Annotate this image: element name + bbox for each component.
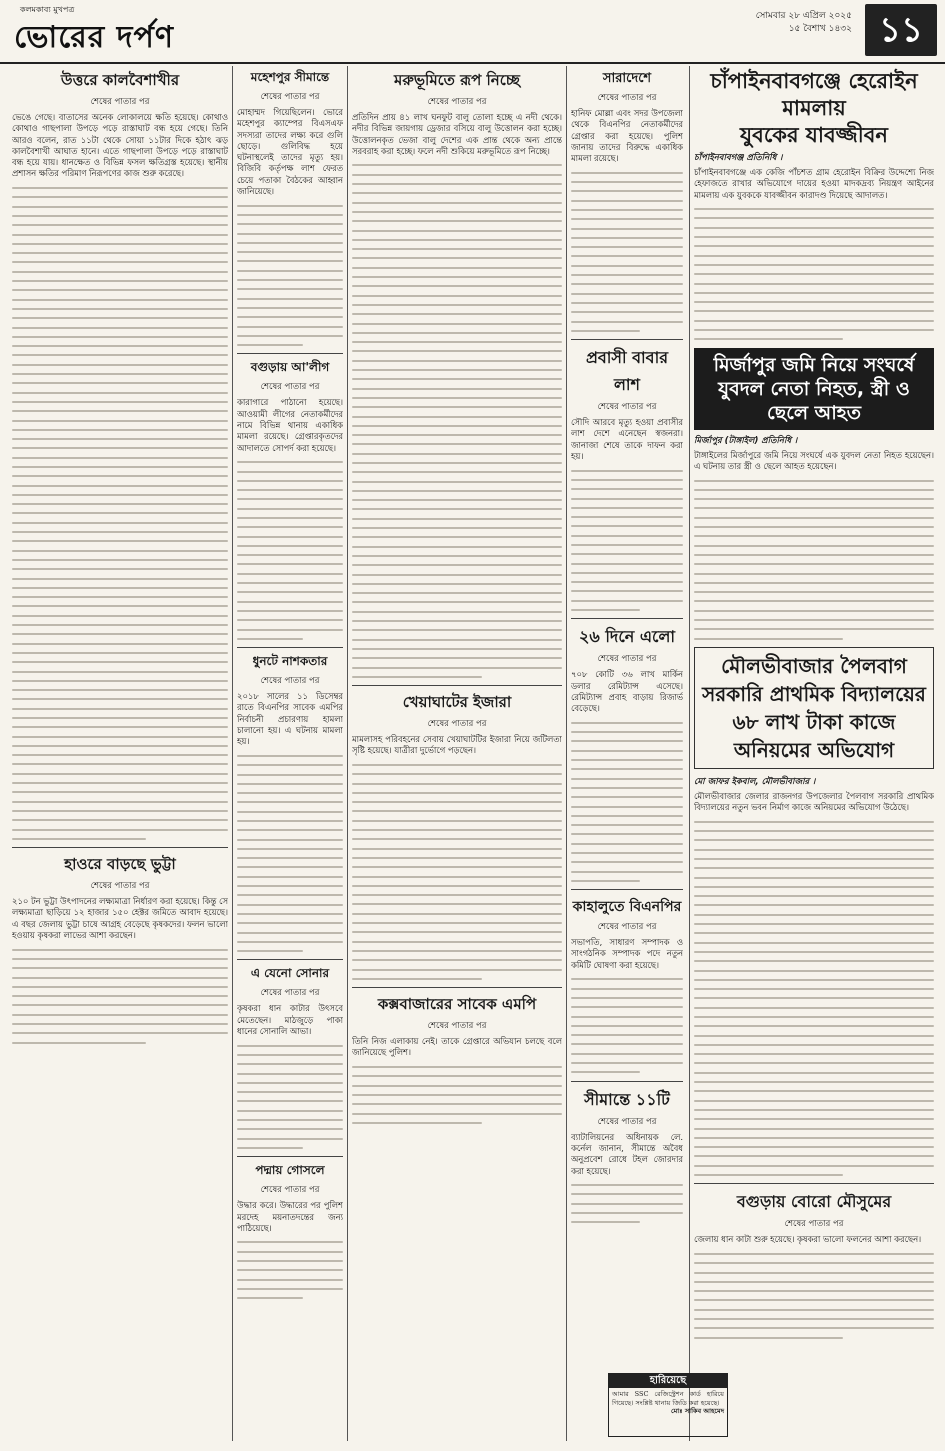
article-body: চাঁপাইনবাবগঞ্জে এক কেজি পাঁচশত গ্রাম হেরোইন বিক্রির উদ্দেশ্যে নিজ হেফাজতে রাখার অভিযোগে দায়ের হওয়া মাদকদ্রব্য নিয়ন্ত্রণ আইনের মামলায় এক যুবককে যাবজ্জীবন কারাদণ্ড দিয়েছে আদালত। bbox=[694, 167, 934, 200]
article-body: মামলাসহ পরিবহনের সেবায় খেয়াঘাটটির ইজারা নিয়ে জটিলতা সৃষ্টি হয়েছে। যাত্রীরা দুর্ভোগে পড়ছেন। bbox=[352, 734, 562, 756]
article-text-block bbox=[12, 949, 228, 1044]
headline: প্রবাসী বাবার লাশ bbox=[585, 348, 669, 395]
continuation-note: শেষের পাতার পর bbox=[260, 92, 320, 102]
article-body: ২০১৮ সালের ১১ ডিসেম্বর রাতে বিএনপির সাবেক এমপির নির্বাচনী প্রচারণায় হামলা চালানো হয়। এ ঘটনায় মামলা হয়। bbox=[237, 691, 343, 747]
lead-headline-line-1: চাঁপাইনবাবগঞ্জে হেরোইন মামলায় bbox=[710, 69, 918, 120]
newspaper-logo: ভোরের দর্পণ bbox=[14, 20, 174, 55]
divider bbox=[694, 1183, 934, 1184]
article-text-block bbox=[352, 164, 562, 677]
divider bbox=[571, 339, 683, 340]
continuation-note: শেষের পাতার পর bbox=[90, 97, 150, 107]
article-body: ব্যাটালিয়নের অধিনায়ক লে. কর্নেল জানান, সীমান্তে অবৈধ অনুপ্রবেশ রোধে টহল জোরদার করা হয়েছে। bbox=[571, 1131, 683, 1176]
article-body: ২১০ টন ভুট্টা উৎপাদনের লক্ষ্যমাত্রা নির্ধারণ করা হয়েছে। কিন্তু সে লক্ষ্যমাত্রা ছাড়িয়ে ১২ হাজার ১৫০ হেক্টর জমিতে আবাদ হয়েছে। এ বছর জেলায় ভুট্টা চাষে আগ্রহ বেড়েছে কৃষকদের। ফলন ভালো হওয়ায় কৃষকরা লাভের আশা করছেন। bbox=[12, 896, 228, 941]
article-text-block bbox=[237, 205, 343, 346]
headline: উত্তরে কালবৈশাখীর bbox=[60, 71, 180, 89]
continuation-note: শেষের পাতার পর bbox=[784, 1219, 844, 1230]
headline: কক্সবাজারের সাবেক এমপি bbox=[377, 995, 537, 1014]
lead-headline-line-2: যুবকের যাবজ্জীবন bbox=[740, 123, 888, 147]
article-text-block bbox=[237, 1241, 343, 1299]
headline: বগুড়ায় বোরো মৌসুমের bbox=[736, 1192, 892, 1212]
divider bbox=[571, 1081, 683, 1082]
headline: কাহালুতে বিএনপির bbox=[572, 899, 682, 916]
notice-signature: মোঃ সাকিব আহমেদ bbox=[671, 1407, 724, 1415]
article-text-block bbox=[571, 1184, 683, 1223]
article-body: সৌদি আরবে মৃত্যু হওয়া প্রবাসীর লাশ দেশে এনেছেন স্বজনরা। জানাজা শেষে তাকে দাফন করা হয়। bbox=[571, 417, 683, 462]
article-text-block bbox=[237, 755, 343, 952]
article-text-block bbox=[571, 470, 683, 611]
article-text-block bbox=[694, 480, 934, 640]
article-body: মৌলভীবাজার জেলার রাজনগর উপজেলার পৈলবাগ সরকারি প্রাথমিক বিদ্যালয়ের নতুন ভবন নির্মাণ কাজে অনিয়মের অভিযোগ উঠেছে। bbox=[694, 790, 934, 813]
continuation-note: শেষের পাতার পর bbox=[260, 382, 320, 393]
headline: মরুভূমিতে রূপ নিচ্ছে bbox=[394, 71, 520, 89]
divider bbox=[237, 1156, 343, 1157]
continuation-note: শেষের পাতার পর bbox=[597, 93, 657, 103]
continuation-note: শেষের পাতার পর bbox=[427, 719, 487, 730]
column-rule bbox=[347, 66, 348, 1441]
column-2 bbox=[237, 66, 343, 1441]
lead-headline bbox=[694, 68, 934, 149]
divider bbox=[571, 618, 683, 619]
divider bbox=[571, 889, 683, 890]
headline: হাওরে বাড়ছে ভুট্টা bbox=[64, 855, 176, 874]
article-text-block bbox=[694, 1253, 934, 1339]
headline: ধুনটে নাশকতার bbox=[252, 654, 328, 669]
column-5 bbox=[694, 66, 934, 1441]
article-text-block bbox=[694, 821, 934, 1176]
article-body: টাঙ্গাইলের মির্জাপুরে জমি নিয়ে সংঘর্ষে এক যুবদল নেতা নিহত হয়েছেন। এ ঘটনায় তার স্ত্রী ও ছেলে আহত হয়েছেন। bbox=[694, 449, 934, 471]
headline-box: মির্জাপুর জমি নিয়ে সংঘর্ষে যুবদল নেতা নিহত, স্ত্রী ও ছেলে আহত bbox=[694, 348, 934, 430]
continuation-note: শেষের পাতার পর bbox=[597, 654, 657, 665]
headline: মহেশপুর সীমান্তে bbox=[250, 70, 330, 84]
lost-notice bbox=[608, 1373, 728, 1437]
notice-body-text: আমার SSC রেজিস্ট্রেশন কার্ড হারিয়ে গিয়েছে। সংশ্লিষ্ট থানায় জিডি করা হয়েছে। bbox=[612, 1390, 724, 1407]
article-body: তিনি নিজ এলাকায় নেই। তাকে গ্রেপ্তারে অভিযান চলছে বলে জানিয়েছে পুলিশ। bbox=[352, 1036, 562, 1058]
divider bbox=[12, 847, 228, 848]
article-body: সভাপতি, সাধারণ সম্পাদক ও সাংগঠনিক সম্পাদক পদে নতুন কমিটি ঘোষণা করা হয়েছে। bbox=[571, 937, 683, 970]
page-number: ১১ bbox=[865, 4, 937, 56]
byline: চাঁপাইনবাবগঞ্জ প্রতিনিধি । bbox=[694, 153, 783, 163]
article-body: কৃষকরা ধান কাটার উৎসবে মেতেছেন। মাঠজুড়ে পাকা ধানের সোনালি আভা। bbox=[237, 1003, 343, 1037]
column-4 bbox=[571, 66, 683, 1441]
column-3 bbox=[352, 66, 562, 1441]
article-body: উদ্ধার করে। উদ্ধারের পর পুলিশ মরদেহ ময়নাতদন্তের জন্য পাঠিয়েছে। bbox=[237, 1200, 343, 1233]
article-body: হানিফ মোল্লা এবং সদর উপজেলা থেকে বিএনপির নেতাকর্মীদের গ্রেপ্তার করা হয়েছে। পুলিশ জানায় তাদের বিরুদ্ধে একাধিক মামলা রয়েছে। bbox=[571, 108, 683, 164]
divider bbox=[237, 959, 343, 960]
article-text-block bbox=[352, 764, 562, 980]
headline: সারাদেশে bbox=[602, 71, 652, 86]
article-text-block bbox=[352, 1066, 562, 1124]
continuation-note: শেষের পাতার পর bbox=[427, 97, 487, 107]
headline: এ যেনো সোনার bbox=[250, 966, 330, 981]
column-1 bbox=[12, 66, 228, 1441]
notice-text bbox=[609, 1388, 727, 1418]
article-body: মোহাম্মদ গিয়েছিলেন। ভোরে মহেশপুর ক্যাম্পের বিএসএফ সদস্যরা তাদের লক্ষ্য করে গুলি ছোড়ে। গুলিবিদ্ধ হয়ে ঘটনাস্থলেই তাদের মৃত্যু হয়। বিজিবি কর্তৃপক্ষ লাশ ফেরত চেয়ে পতাকা বৈঠকের আহ্বান জানিয়েছে। bbox=[237, 107, 343, 197]
article-body: ভেঙে গেছে। বাতাসের অনেক লোকালয়ে ক্ষতি হয়েছে। কোথাও কোথাও গাছপালা উপড়ে পড়ে রাস্তাঘাট বন্ধ হয়ে গেছে। তিনি আরও বলেন, রাত ১১টা থেকে সোয়া ১১টার দিকে হঠাৎ ঝড় কালবৈশাখী আঘাত হানে। এতে গাছপালা উপড়ে পড়ে রাস্তাঘাট বন্ধ হয়ে যায়। ধানক্ষেত ও বিভিন্ন ফসল ক্ষতিগ্রস্ত হয়েছে। স্থানীয় প্রশাসন ক্ষতির পরিমাণ নিরূপণের কাজ শুরু করেছে। bbox=[12, 112, 228, 179]
headline: সীমান্তে ১১টি bbox=[584, 1089, 670, 1109]
continuation-note: শেষের পাতার পর bbox=[260, 676, 320, 687]
divider bbox=[237, 353, 343, 354]
article-body: কারাগারে পাঠানো হয়েছে। আওয়ামী লীগের নেতাকর্মীদের নামে বিভিন্ন থানায় একাধিক মামলা রয়েছে। গ্রেপ্তারকৃতদের আদালতে সোপর্দ করা হয়েছে। bbox=[237, 397, 343, 453]
article-text-block bbox=[694, 208, 934, 340]
continuation-note: শেষের পাতার পর bbox=[597, 402, 657, 413]
column-rule bbox=[689, 66, 690, 1441]
column-rule bbox=[232, 66, 233, 1441]
continuation-note: শেষের পাতার পর bbox=[597, 1116, 657, 1127]
continuation-note: শেষের পাতার পর bbox=[90, 881, 150, 892]
continuation-note: শেষের পাতার পর bbox=[260, 1185, 320, 1196]
article-body: জেলায় ধান কাটা শুরু হয়েছে। কৃষকরা ভালো ফলনের আশা করছেন। bbox=[694, 1234, 922, 1245]
byline: মির্জাপুর (টাঙ্গাইল) প্রতিনিধি । bbox=[694, 435, 798, 446]
article-text-block bbox=[12, 187, 228, 840]
article-text-block bbox=[571, 978, 683, 1073]
article-text-block bbox=[571, 172, 683, 332]
article-text-block bbox=[571, 722, 683, 882]
masthead-tagline: কলমকাব্য মুখপত্র bbox=[20, 5, 75, 14]
byline: মো জাফর ইকবাল, মৌলভীবাজার । bbox=[694, 776, 816, 787]
divider bbox=[352, 987, 562, 988]
article-body: ৭০৮ কোটি ৩৬ লাখ মার্কিন ডলার রেমিট্যান্স এসেছে। রেমিট্যান্স প্রবাহ বাড়ায় রিজার্ভ বেড়েছে। bbox=[571, 669, 683, 714]
continuation-note: শেষের পাতার পর bbox=[427, 1021, 487, 1032]
headline: পদ্মায় গোসলে bbox=[255, 1163, 325, 1178]
masthead bbox=[0, 0, 945, 64]
divider bbox=[237, 647, 343, 648]
article-text-block bbox=[237, 461, 343, 640]
headline: খেয়াঘাটের ইজারা bbox=[402, 693, 512, 712]
column-rule bbox=[566, 66, 567, 1441]
headline-boxed: মৌলভীবাজার পৈলবাগ সরকারি প্রাথমিক বিদ্যালয়ের ৬৮ লাখ টাকা কাজে অনিয়মের অভিযোগ bbox=[694, 647, 934, 769]
article-body: প্রতিদিন প্রায় ৪১ লাখ ঘনফুট বালু তোলা হচ্ছে এ নদী থেকে। নদীর বিভিন্ন জায়গায় ড্রেজার বসিয়ে বালু উত্তোলন করা হচ্ছে। উত্তোলনকৃত ভেজা বালু দেশের এক প্রান্ত থেকে অন্য প্রান্তে সরবরাহ করা হচ্ছে। ফলে নদী শুকিয়ে মরুভূমিতে রূপ নিচ্ছে। bbox=[352, 112, 562, 156]
continuation-note: শেষের পাতার পর bbox=[597, 922, 657, 933]
dateline bbox=[752, 10, 852, 36]
article-text-block bbox=[237, 1045, 343, 1149]
notice-title: হারিয়েছে bbox=[609, 1374, 727, 1388]
day-date: সোমবার ২৮ এপ্রিল ২০২৫ bbox=[755, 11, 852, 21]
headline: বগুড়ায় আ'লীগ bbox=[250, 360, 330, 375]
continuation-note: শেষের পাতার পর bbox=[260, 988, 320, 999]
bangla-date: ১৫ বৈশাখ ১৪৩২ bbox=[788, 24, 852, 34]
headline: ২৬ দিনে এলো bbox=[578, 627, 676, 647]
divider bbox=[352, 685, 562, 686]
